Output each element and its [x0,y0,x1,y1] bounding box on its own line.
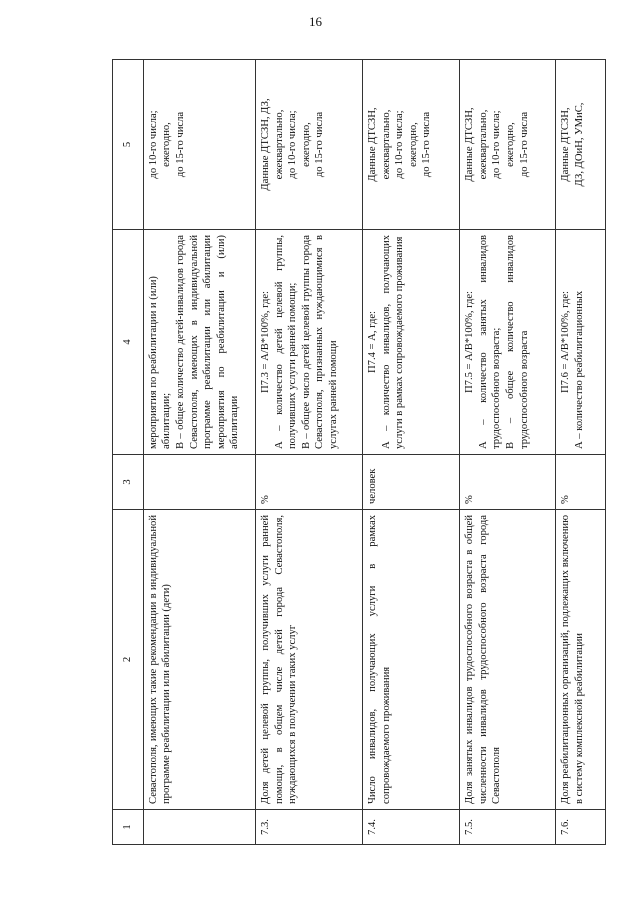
row-number [143,810,255,845]
source-line: ДЗ, ДОиН, УМиС, [573,102,585,187]
table-row [460,60,556,845]
source-line: до 10-го числа; [491,110,503,179]
formula-line: В – общее число детей целевой группы города Севастополя, признанных нуждающимися в услугах ранней помощи [300,235,339,449]
data-source [143,60,255,230]
unit-of-measure: % [556,455,606,510]
formula-line: А – количество детей целевой группы, получивших услуги ранней помощи; [273,235,299,449]
formula-line: А – количество занятых инвалидов трудоспособного возраста; [477,235,503,449]
indicator-name: Доля занятых инвалидов трудоспособного возраста в общей численности инвалидов трудоспособного возраста города Севастополя [460,510,556,810]
source-line: до 15-го числа [174,111,186,178]
header-col-5: 5 [113,60,144,230]
formula-line: П7.5 = А/В*100%, где: [464,291,476,393]
row-number: 7.4. [363,810,460,845]
data-source [556,60,606,230]
rotated-table-wrapper [112,60,606,845]
table-row [143,60,255,845]
source-line: Данные ДТСЗН, [367,107,379,182]
calculation-formula [143,230,255,455]
formula-line: П7.4 = А, где: [367,311,379,373]
data-source [256,60,363,230]
calculation-formula [363,230,460,455]
source-line: до 15-го числа [421,111,433,178]
header-col-1: 1 [113,810,144,845]
formula-line: мероприятия по реабилитации и (или) абилитации; [147,276,173,449]
source-line: до 10-го числа; [287,110,299,179]
source-line: ежегодно, [161,122,173,167]
source-line: ежегодно, [504,122,516,167]
data-source [363,60,460,230]
unit-of-measure: % [256,455,363,510]
row-number: 7.6. [556,810,606,845]
unit-of-measure: человек [363,455,460,510]
indicator-name: Число инвалидов, получающих услуги в рамках сопровождаемого проживания [363,510,460,810]
source-line: до 15-го числа [314,111,326,178]
unit-of-measure: % [460,455,556,510]
data-source [460,60,556,230]
source-line: Данные ДТСЗН, [464,107,476,182]
table-row [556,60,606,845]
table-header-row [113,60,144,845]
source-line: ежеквартально, [273,109,285,180]
table-row [363,60,460,845]
unit-of-measure [143,455,255,510]
header-col-4: 4 [113,230,144,455]
table-row [256,60,363,845]
source-line: ежегодно, [300,122,312,167]
source-line: Данные ДТСЗН, [560,107,572,182]
source-line: Данные ДТСЗН, ДЗ, [260,98,272,191]
formula-line: В – общее количество инвалидов трудоспособного возраста [504,235,530,449]
formula-line: П7.3 = А/В*100%, где: [260,291,272,393]
source-line: ежегодно, [407,122,419,167]
source-line: ежеквартально, [380,109,392,180]
calculation-formula [460,230,556,455]
indicator-name: Доля реабилитационных организаций, подлежащих включению в систему комплексной реабилитации [556,510,606,810]
source-line: ежеквартально, [477,109,489,180]
source-line: до 15-го числа [518,111,530,178]
indicators-table [112,59,606,845]
source-line: до 10-го числа; [394,110,406,179]
page-number: 16 [309,14,322,29]
indicator-name: Севастополя, имеющих такие рекомендации в индивидуальной программе реабилитации или абилитации (дети) [143,510,255,810]
indicator-name: Доля детей целевой группы, получивших услуги ранней помощи, в общем числе детей города Севастополя, нуждающихся в получении таких услуг [256,510,363,810]
calculation-formula [556,230,606,455]
header-col-2: 2 [113,510,144,810]
formula-line: А – количество инвалидов, получающих услуги в рамках сопровождаемого проживания [380,235,406,449]
formula-line: А – количество реабилитационных [573,290,585,449]
row-number: 7.5. [460,810,556,845]
calculation-formula [256,230,363,455]
formula-line: П7.6 = А/В*100%, где: [560,291,572,393]
source-line: до 10-го числа; [147,110,159,179]
row-number: 7.3. [256,810,363,845]
header-col-3: 3 [113,455,144,510]
formula-line: В – общее количество детей-инвалидов города Севастополя, имеющих в индивидуальной программе реабилитации или абилитации мероприятия по реабилитации и (или) абилитации [174,235,241,449]
